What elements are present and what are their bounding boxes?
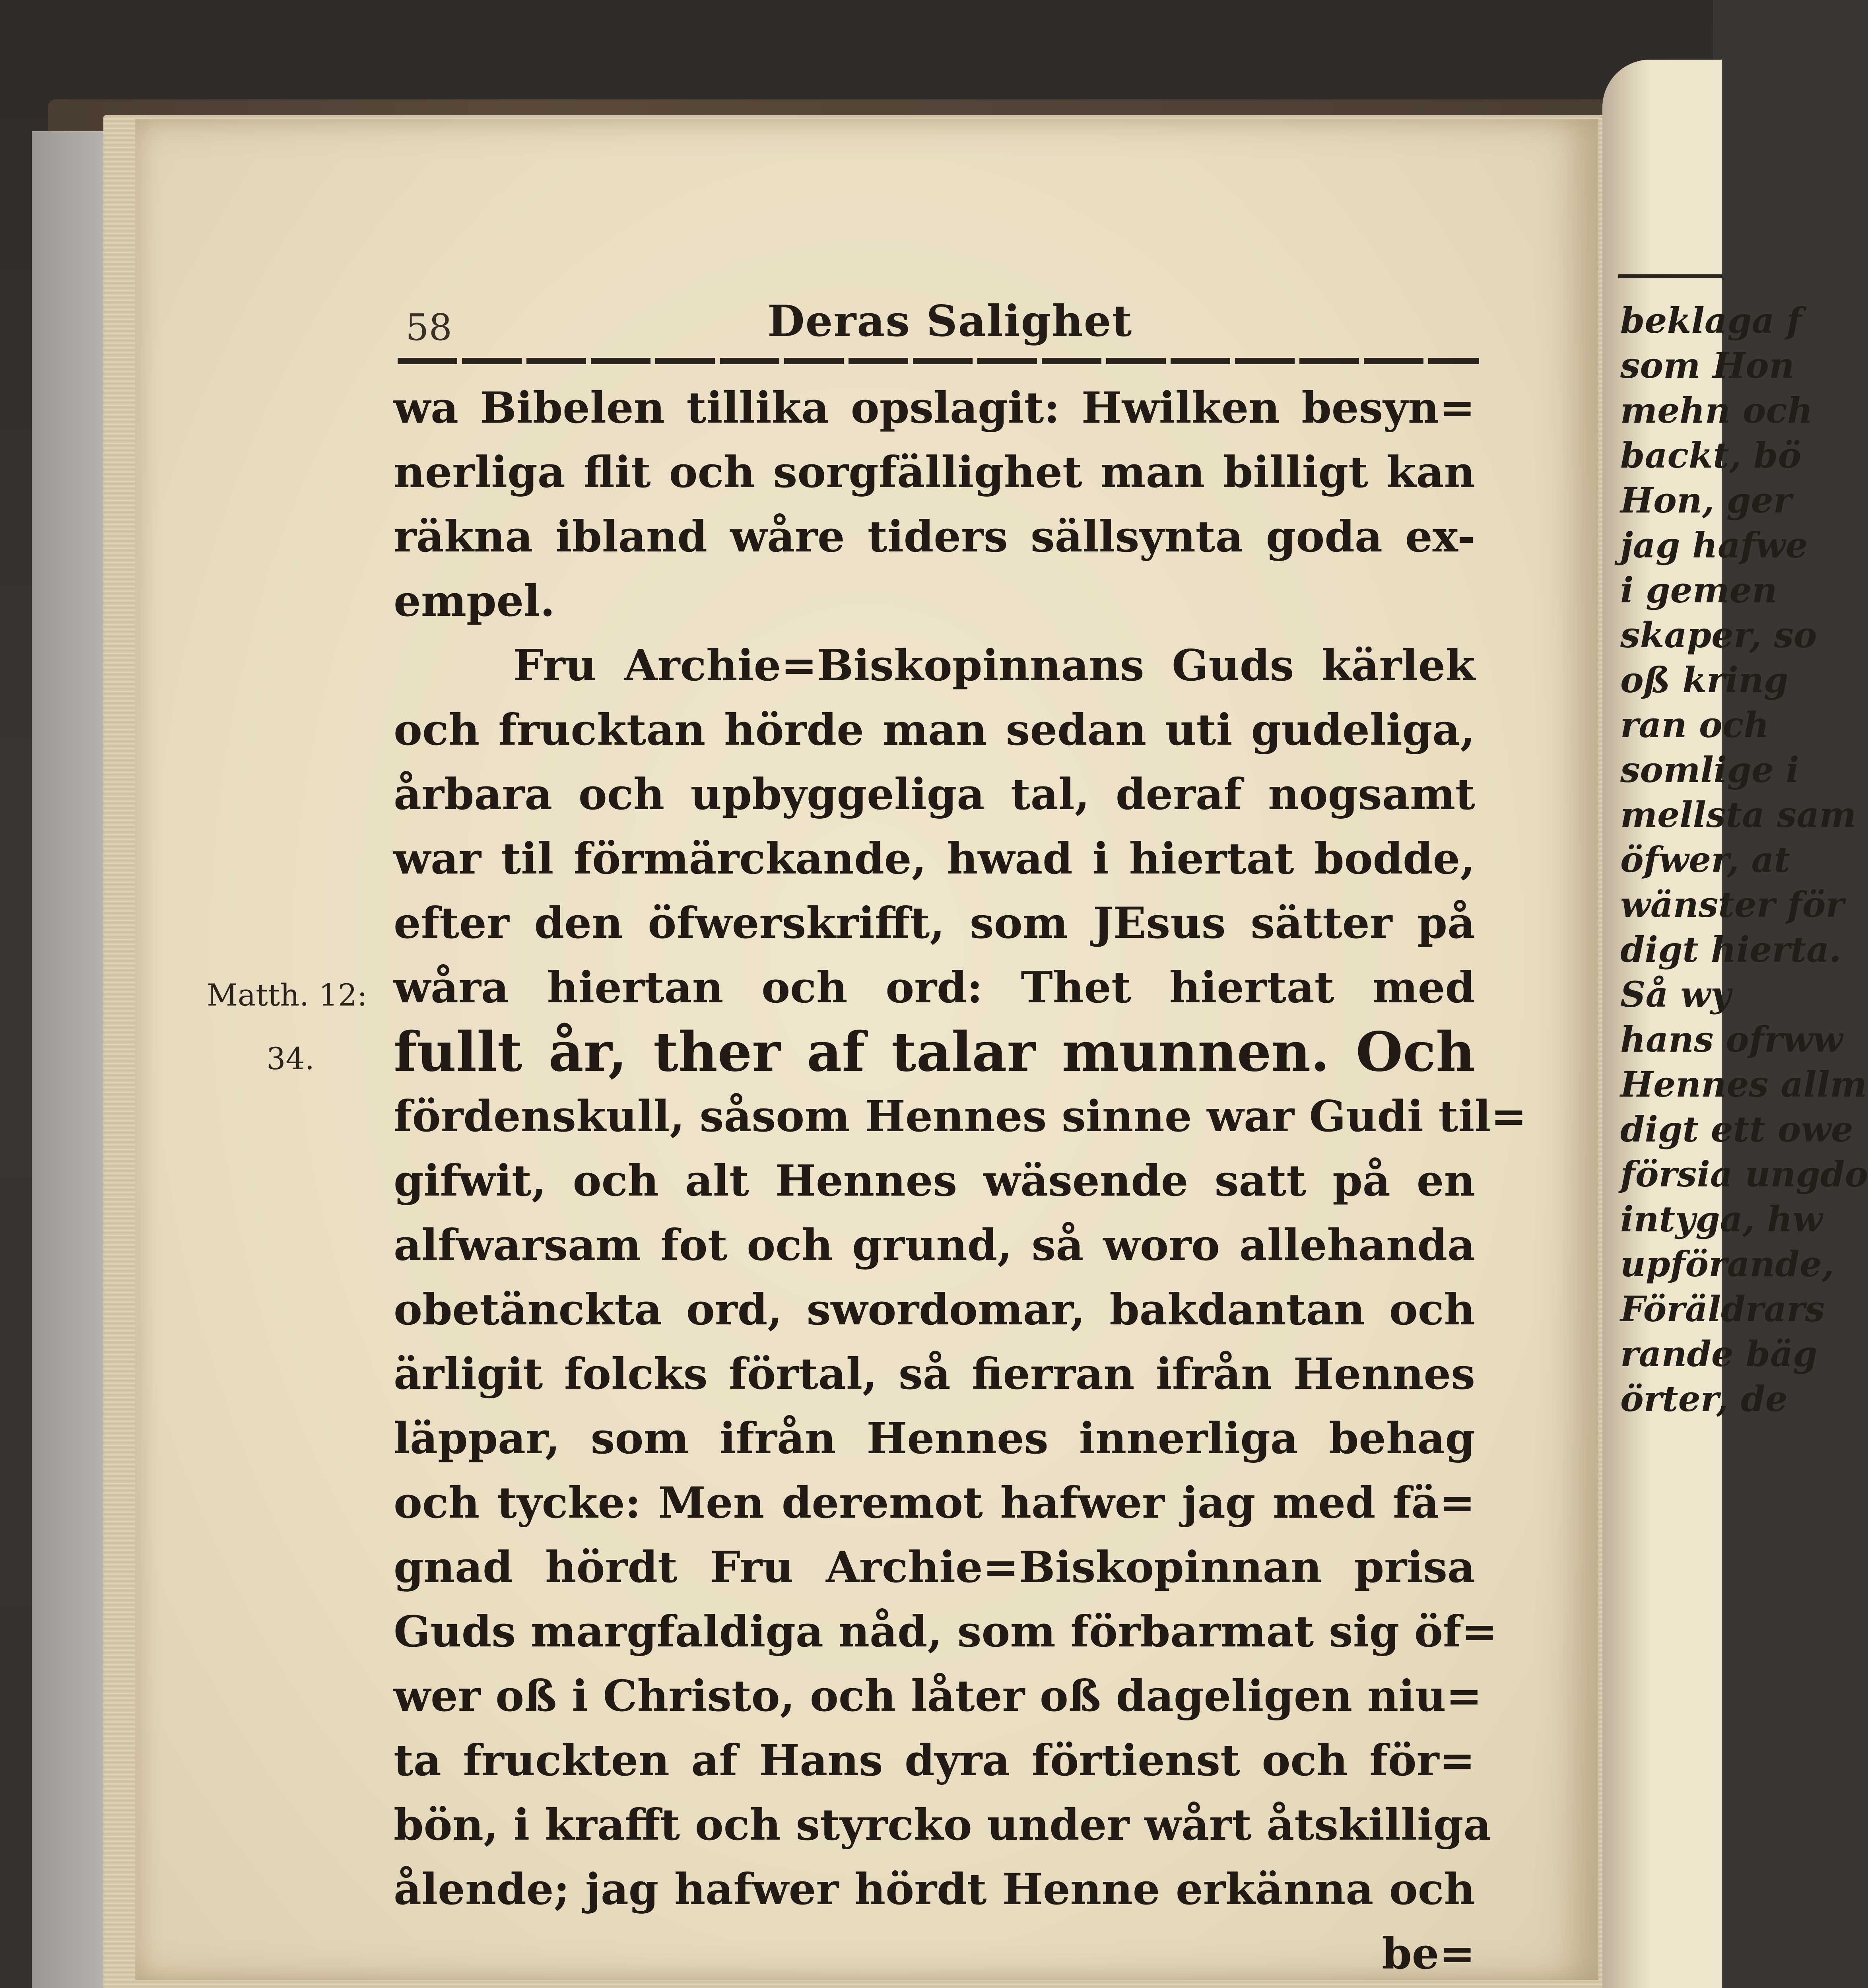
facing-line: mellsta sam xyxy=(1620,794,1856,835)
facing-line: intyga, hw xyxy=(1620,1198,1823,1240)
facing-line: Föräldrars xyxy=(1620,1288,1825,1330)
text-line: räkna ibland wåre tiders sällsynta goda ex- xyxy=(394,512,1475,562)
text-line: ärligit folcks förtal, så fierran ifrån Hennes xyxy=(394,1349,1475,1399)
text-line: Guds margfaldiga nåd, som förbarmat sig öf= xyxy=(394,1607,1497,1657)
facing-line: hans ofrww xyxy=(1620,1019,1843,1060)
text-line: årbara och upbyggeliga tal, deraf nogsamt xyxy=(394,769,1475,819)
text-line: nerliga flit och sorgfällighet man billigt kan xyxy=(394,447,1475,497)
facing-line: ran och xyxy=(1620,704,1769,746)
text-line: empel. xyxy=(394,576,555,626)
scripture-quote-line: fullt år, ther af talar munnen. Och xyxy=(394,1020,1475,1084)
text-line: och tycke: Men deremot hafwer jag med fä= xyxy=(394,1478,1475,1528)
facing-line: beklaga f xyxy=(1620,300,1802,341)
facing-page-text xyxy=(1620,298,1868,1421)
facing-line: öfwer, at xyxy=(1620,839,1790,880)
text-line: wer oß i Christo, och låter oß dageligen niu= xyxy=(394,1671,1482,1721)
facing-line: upförande, xyxy=(1620,1243,1834,1285)
text-line: wa Bibelen tillika opslagit: Hwilken besyn= xyxy=(394,383,1475,433)
facing-line: digt ett owe xyxy=(1620,1109,1854,1150)
facing-line: backt, bö xyxy=(1620,435,1802,476)
text-line: wåra hiertan och ord: Thet hiertat med xyxy=(394,963,1475,1013)
text-line: gifwit, och alt Hennes wäsende satt på en xyxy=(394,1156,1475,1206)
facing-page xyxy=(1602,60,1868,1988)
facing-line: oß kring xyxy=(1620,659,1788,701)
facing-line: skaper, so xyxy=(1620,614,1817,656)
body-text xyxy=(394,376,1527,1986)
text-line: ålende; jag hafwer hördt Henne erkänna och xyxy=(394,1864,1475,1914)
facing-line: Hon, ger xyxy=(1620,480,1792,521)
text-line: alfwarsam fot och grund, så woro allehanda xyxy=(394,1220,1475,1270)
facing-page-rule xyxy=(1618,274,1722,278)
text-line: fördenskull, såsom Hennes sinne war Gudi til= xyxy=(394,1091,1527,1142)
text-line: war til förmärckande, hwad i hiertat bodde, xyxy=(394,834,1475,884)
catchword: be= xyxy=(1382,1929,1475,1979)
paragraph-start: Fru Archie=Biskopinnans Guds kärlek xyxy=(513,641,1475,691)
text-line: gnad hördt Fru Archie=Biskopinnan prisa xyxy=(394,1542,1475,1592)
header-rule xyxy=(398,358,1479,364)
facing-line: mehn och xyxy=(1620,390,1813,431)
facing-line: försia ungdo xyxy=(1620,1153,1868,1195)
facing-line: jag hafwe xyxy=(1620,524,1808,566)
facing-line: Hennes allm xyxy=(1620,1064,1867,1105)
text-line: efter den öfwerskrifft, som JEsus sätter på xyxy=(394,898,1475,948)
facing-line: Så wy xyxy=(1620,974,1731,1015)
text-line: ta fruckten af Hans dyra förtienst och för= xyxy=(394,1736,1475,1786)
facing-line: i gemen xyxy=(1620,569,1777,611)
text-line: läppar, som ifrån Hennes innerliga behag xyxy=(394,1413,1475,1464)
facing-line: örter, de xyxy=(1620,1378,1788,1419)
text-line: obetänckta ord, swordomar, bakdantan och xyxy=(394,1285,1475,1335)
text-line: och frucktan hörde man sedan uti gudeliga, xyxy=(394,705,1475,755)
margin-reference: Matth. 12: xyxy=(207,977,367,1013)
margin-note xyxy=(207,963,390,1091)
facing-line: digt hierta. xyxy=(1620,929,1841,970)
facing-line: somlige i xyxy=(1620,749,1799,790)
facing-line: som Hon xyxy=(1620,345,1794,386)
margin-verse: 34. xyxy=(266,1041,315,1076)
page-number: 58 xyxy=(406,306,452,349)
facing-line: rande bäg xyxy=(1620,1333,1818,1375)
running-head: Deras Salighet xyxy=(767,296,1133,346)
text-line: bön, i krafft och styrcko under wårt åtskilliga xyxy=(394,1800,1491,1850)
facing-line: wänster för xyxy=(1620,884,1844,925)
